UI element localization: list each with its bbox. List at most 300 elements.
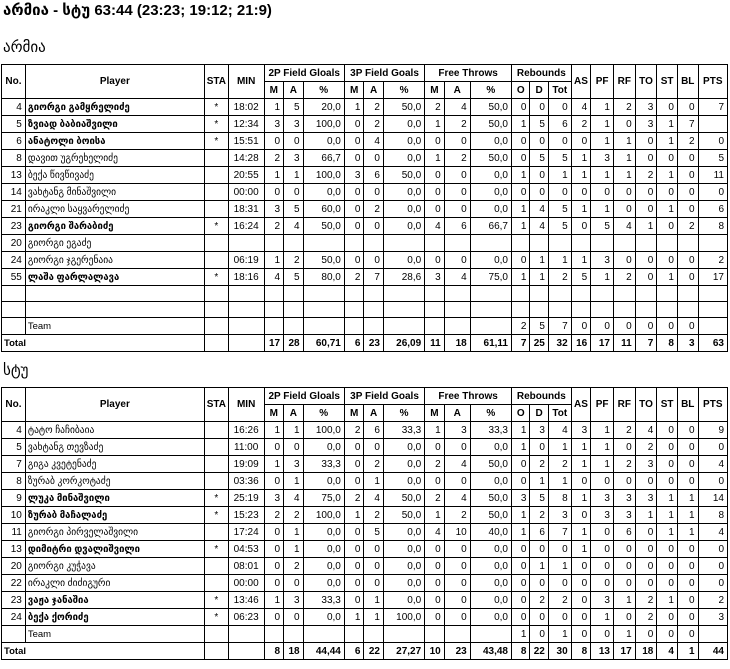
stat-cell: 1 — [364, 609, 384, 626]
stat-cell: 1 — [284, 541, 304, 558]
total-pf: 17 — [591, 335, 614, 352]
stat-cell: 1 — [657, 269, 678, 286]
stat-cell — [204, 473, 228, 490]
stat-cell: 1 — [613, 167, 635, 184]
header-st: ST — [657, 388, 678, 422]
stat-cell: 0 — [530, 184, 548, 201]
stat-cell: 0 — [677, 541, 698, 558]
stat-cell: 4 — [698, 524, 727, 541]
stat-cell: 20:55 — [228, 167, 264, 184]
stat-cell — [698, 116, 727, 133]
stat-cell: 1 — [657, 507, 678, 524]
stat-cell: 100,0 — [303, 507, 344, 524]
stat-cell: 3 — [284, 456, 304, 473]
stat-cell: 4 — [613, 218, 635, 235]
empty-cell — [228, 302, 264, 318]
stat-cell: 11:00 — [228, 439, 264, 456]
header-free-throws: Free Throws — [425, 388, 512, 405]
stat-cell: 2 — [613, 422, 635, 439]
subheader-m: M — [425, 82, 445, 99]
stat-cell: 6 — [548, 116, 571, 133]
stat-cell: 2 — [613, 269, 635, 286]
stat-cell: 1 — [530, 473, 548, 490]
stat-cell: ბექა ქორიძე — [25, 609, 204, 626]
empty-cell — [204, 335, 228, 352]
stat-cell: 0 — [264, 541, 284, 558]
empty-cell — [530, 302, 548, 318]
stat-cell: 3 — [613, 490, 635, 507]
stat-cell: 13 — [2, 167, 26, 184]
stat-cell: 18:16 — [228, 269, 264, 286]
stat-cell: 0,0 — [303, 541, 344, 558]
empty-cell — [303, 318, 344, 335]
stat-cell: 3 — [444, 422, 470, 439]
stat-cell: 0 — [344, 439, 364, 456]
stat-cell: 33,3 — [470, 422, 511, 439]
stat-cell: 0 — [635, 558, 657, 575]
header-3p-field-goals: 3P Field Goals — [344, 65, 424, 82]
total-tot: 30 — [548, 643, 571, 660]
stat-cell: 1 — [591, 439, 614, 456]
stat-cell: 11 — [2, 524, 26, 541]
stat-cell: 1 — [548, 558, 571, 575]
stat-cell: 5 — [2, 439, 26, 456]
empty-cell — [571, 302, 591, 318]
team-bl: 0 — [677, 318, 698, 335]
player-row — [2, 473, 728, 490]
stat-cell: 0 — [284, 184, 304, 201]
stat-cell: 0 — [512, 558, 530, 575]
empty-cell — [383, 626, 424, 643]
subheader-o: O — [512, 82, 530, 99]
stat-cell: 5 — [548, 218, 571, 235]
stat-cell: 0 — [530, 575, 548, 592]
total-fg3a: 22 — [364, 643, 384, 660]
boxscore-table-home — [1, 64, 728, 352]
stat-cell: 0 — [613, 439, 635, 456]
player-row — [2, 609, 728, 626]
stat-cell: 3 — [284, 592, 304, 609]
stat-cell: 0 — [425, 575, 445, 592]
stat-cell: 0 — [512, 99, 530, 116]
stat-cell: 18:02 — [228, 99, 264, 116]
stat-cell: 2 — [530, 592, 548, 609]
total-fg2m: 17 — [264, 335, 284, 352]
stat-cell: 5 — [530, 116, 548, 133]
stat-cell: 4 — [264, 269, 284, 286]
stat-cell: 75,0 — [470, 269, 511, 286]
stat-cell: ბექა წივწივაძე — [25, 167, 204, 184]
player-row — [2, 575, 728, 592]
stat-cell — [512, 235, 530, 252]
player-row — [2, 116, 728, 133]
total-pts: 63 — [698, 335, 727, 352]
stat-cell — [204, 456, 228, 473]
stat-cell: 1 — [635, 218, 657, 235]
stat-cell: 0 — [698, 473, 727, 490]
stat-cell: გიორგი კუჭავა — [25, 558, 204, 575]
stat-cell: 1 — [425, 422, 445, 439]
stat-cell: 1 — [657, 490, 678, 507]
stat-cell: 6 — [364, 167, 384, 184]
empty-cell — [470, 286, 511, 302]
total-fta: 18 — [444, 335, 470, 352]
team-rf: 0 — [613, 318, 635, 335]
stat-cell: 0 — [444, 558, 470, 575]
stat-cell: 1 — [512, 116, 530, 133]
empty-cell — [591, 302, 614, 318]
stat-cell: ირაკლი საყვარელიძე — [25, 201, 204, 218]
total-fg3p: 26,09 — [383, 335, 424, 352]
stat-cell: 0 — [364, 218, 384, 235]
stat-cell — [204, 167, 228, 184]
subheader-d: D — [530, 405, 548, 422]
team-name-away: სტუ — [3, 362, 29, 379]
subheader-pct: % — [470, 82, 511, 99]
team-to: 0 — [635, 626, 657, 643]
stat-cell: 0 — [444, 541, 470, 558]
stat-cell: 2 — [444, 116, 470, 133]
stat-cell: 3 — [264, 201, 284, 218]
stat-cell — [444, 235, 470, 252]
player-row — [2, 167, 728, 184]
subheader-pct: % — [383, 405, 424, 422]
stat-cell: 4 — [698, 456, 727, 473]
header-sta: STA — [204, 65, 228, 99]
stat-cell: 0 — [264, 473, 284, 490]
stat-cell: 1 — [548, 439, 571, 456]
stat-cell: 5 — [591, 218, 614, 235]
stat-cell: 2 — [364, 456, 384, 473]
empty-cell — [425, 302, 445, 318]
stat-cell: 50,0 — [303, 218, 344, 235]
stat-cell: 0 — [548, 575, 571, 592]
stat-cell: 21 — [2, 201, 26, 218]
stat-cell: 2 — [344, 490, 364, 507]
empty-cell — [470, 302, 511, 318]
stat-cell: 16:24 — [228, 218, 264, 235]
stat-cell: 1 — [425, 116, 445, 133]
stat-cell: 8 — [2, 473, 26, 490]
stat-cell: 100,0 — [303, 116, 344, 133]
stat-cell: 0 — [530, 167, 548, 184]
blank-row — [2, 302, 728, 318]
stat-cell: 0 — [344, 218, 364, 235]
stat-cell: 50,0 — [470, 116, 511, 133]
empty-cell — [591, 286, 614, 302]
stat-cell: 1 — [530, 269, 548, 286]
team-row — [2, 626, 728, 643]
stat-cell: 1 — [530, 252, 548, 269]
stat-cell: 0 — [591, 575, 614, 592]
stat-cell: 0 — [613, 558, 635, 575]
team-o: 2 — [512, 318, 530, 335]
player-row — [2, 218, 728, 235]
stat-cell: 1 — [284, 422, 304, 439]
stat-cell: 1 — [512, 439, 530, 456]
total-rf: 11 — [613, 335, 635, 352]
stat-cell: 1 — [344, 99, 364, 116]
stat-cell: 2 — [425, 99, 445, 116]
stat-cell: 0 — [657, 99, 678, 116]
stat-cell: 5 — [571, 269, 591, 286]
stat-cell: 3 — [698, 609, 727, 626]
stat-cell — [284, 235, 304, 252]
subheader-tot: Tot — [548, 405, 571, 422]
stat-cell: 1 — [571, 252, 591, 269]
empty-cell — [2, 286, 26, 302]
header-3p-field-goals: 3P Field Goals — [344, 388, 424, 405]
stat-cell: 1 — [571, 167, 591, 184]
stat-cell — [657, 235, 678, 252]
empty-cell — [657, 302, 678, 318]
header-min: MIN — [228, 65, 264, 99]
stat-cell: 1 — [264, 592, 284, 609]
stat-cell: 0 — [425, 133, 445, 150]
stat-cell: 0,0 — [383, 558, 424, 575]
stat-cell: 1 — [657, 592, 678, 609]
stat-cell: 4 — [364, 133, 384, 150]
empty-cell — [25, 302, 204, 318]
stat-cell: 0 — [635, 150, 657, 167]
stat-cell: 0 — [344, 541, 364, 558]
stat-cell: 1 — [512, 167, 530, 184]
player-row — [2, 201, 728, 218]
subheader-a: A — [364, 405, 384, 422]
stat-cell: 1 — [571, 524, 591, 541]
stat-cell: 4 — [364, 490, 384, 507]
empty-cell — [344, 626, 364, 643]
empty-cell — [677, 302, 698, 318]
stat-cell: 5 — [364, 524, 384, 541]
team-row-label: Team — [25, 318, 204, 335]
stat-cell: 0 — [284, 439, 304, 456]
stat-cell: 0 — [344, 558, 364, 575]
empty-cell — [2, 626, 26, 643]
empty-cell — [425, 626, 445, 643]
stat-cell: 0 — [344, 116, 364, 133]
stat-cell: 7 — [698, 99, 727, 116]
stat-cell: 6 — [444, 218, 470, 235]
stat-cell: 2 — [425, 490, 445, 507]
stat-cell: 0,0 — [383, 524, 424, 541]
stat-cell: 0 — [677, 269, 698, 286]
stat-cell: 0 — [698, 439, 727, 456]
stat-cell: 4 — [548, 422, 571, 439]
stat-cell: 0 — [284, 609, 304, 626]
stat-cell: 0 — [530, 609, 548, 626]
stat-cell: 0 — [548, 99, 571, 116]
total-o: 8 — [512, 643, 530, 660]
stat-cell — [204, 184, 228, 201]
stat-cell: 5 — [698, 150, 727, 167]
stat-cell: 55 — [2, 269, 26, 286]
stat-cell: 0 — [591, 473, 614, 490]
stat-cell — [204, 524, 228, 541]
stat-cell: 0,0 — [383, 592, 424, 609]
stat-cell: 3 — [635, 456, 657, 473]
stat-cell: 0 — [344, 575, 364, 592]
stat-cell: 0 — [677, 201, 698, 218]
team-d: 0 — [530, 626, 548, 643]
subheader-a: A — [284, 405, 304, 422]
empty-cell — [425, 318, 445, 335]
stat-cell — [571, 235, 591, 252]
subheader-pct: % — [303, 82, 344, 99]
stat-cell: 28,6 — [383, 269, 424, 286]
stat-cell: 50,0 — [470, 99, 511, 116]
stat-cell: 1 — [264, 422, 284, 439]
stat-cell: 0 — [698, 184, 727, 201]
stat-cell: 3 — [635, 490, 657, 507]
stat-cell: 0,0 — [303, 609, 344, 626]
stat-cell — [677, 235, 698, 252]
stat-cell: 0 — [677, 575, 698, 592]
stat-cell: ვახტანგ მინაშვილი — [25, 184, 204, 201]
stat-cell: 5 — [548, 150, 571, 167]
empty-cell — [383, 302, 424, 318]
stat-cell: 2 — [613, 99, 635, 116]
total-d: 22 — [530, 643, 548, 660]
stat-cell: 0 — [548, 609, 571, 626]
stat-cell: 3 — [264, 116, 284, 133]
stat-cell: 1 — [591, 201, 614, 218]
total-to: 18 — [635, 643, 657, 660]
header-no: No. — [2, 388, 26, 422]
stat-cell: 0,0 — [470, 575, 511, 592]
empty-cell — [2, 318, 26, 335]
stat-cell: ვაჟა ჯანაშია — [25, 592, 204, 609]
empty-cell — [228, 626, 264, 643]
total-label: Total — [2, 643, 205, 660]
header-bl: BL — [677, 388, 698, 422]
stat-cell: ზურაბ მაჩალაძე — [25, 507, 204, 524]
stat-cell: 2 — [364, 99, 384, 116]
stat-cell: 0 — [364, 252, 384, 269]
stat-cell: 0,0 — [383, 456, 424, 473]
stat-cell: 7 — [548, 524, 571, 541]
stat-cell: 0,0 — [470, 473, 511, 490]
stat-cell: 0 — [635, 575, 657, 592]
stat-cell: 0 — [548, 133, 571, 150]
stat-cell: 1 — [512, 218, 530, 235]
stat-cell: 1 — [264, 456, 284, 473]
stat-cell: 1 — [635, 507, 657, 524]
stat-cell: 3 — [284, 150, 304, 167]
stat-cell — [204, 150, 228, 167]
stat-cell: 0,0 — [303, 184, 344, 201]
stat-cell: 0 — [677, 252, 698, 269]
stat-cell: 6 — [613, 524, 635, 541]
team-st: 0 — [657, 318, 678, 335]
stat-cell: 03:36 — [228, 473, 264, 490]
stat-cell: * — [204, 592, 228, 609]
empty-cell — [284, 626, 304, 643]
stat-cell: 2 — [264, 150, 284, 167]
stat-cell: 2 — [698, 592, 727, 609]
team-o: 1 — [512, 626, 530, 643]
stat-cell: 0,0 — [470, 609, 511, 626]
stat-cell: 0 — [613, 473, 635, 490]
stat-cell: 0 — [657, 150, 678, 167]
empty-cell — [425, 286, 445, 302]
stat-cell: 0 — [677, 422, 698, 439]
team-st: 0 — [657, 626, 678, 643]
stat-cell: 2 — [444, 150, 470, 167]
header-rf: RF — [613, 65, 635, 99]
stat-cell: 1 — [264, 99, 284, 116]
player-row — [2, 133, 728, 150]
stat-cell: 6 — [364, 422, 384, 439]
stat-cell: 2 — [548, 456, 571, 473]
stat-cell: 4 — [2, 99, 26, 116]
stat-cell: 0 — [530, 133, 548, 150]
subheader-m: M — [264, 82, 284, 99]
stat-cell: 0 — [512, 184, 530, 201]
stat-cell: 08:01 — [228, 558, 264, 575]
empty-cell — [698, 286, 727, 302]
stat-cell: 0,0 — [383, 439, 424, 456]
stat-cell: 0 — [635, 524, 657, 541]
empty-cell — [677, 286, 698, 302]
header-2p-field-goals: 2P Field Gloals — [264, 65, 344, 82]
stat-cell: 0 — [657, 473, 678, 490]
stat-cell: 0,0 — [383, 252, 424, 269]
player-row — [2, 558, 728, 575]
stat-cell: 0 — [425, 592, 445, 609]
stat-cell: 2 — [344, 422, 364, 439]
stat-cell: 0,0 — [470, 201, 511, 218]
player-row — [2, 592, 728, 609]
header-to: TO — [635, 388, 657, 422]
total-fta: 23 — [444, 643, 470, 660]
stat-cell: 0 — [571, 218, 591, 235]
empty-cell — [470, 318, 511, 335]
total-o: 7 — [512, 335, 530, 352]
empty-cell — [284, 318, 304, 335]
stat-cell: 20 — [2, 558, 26, 575]
empty-cell — [228, 286, 264, 302]
team-tot: 1 — [548, 626, 571, 643]
stat-cell: 0 — [677, 99, 698, 116]
stat-cell: 1 — [344, 507, 364, 524]
stat-cell: 0 — [548, 184, 571, 201]
stat-cell: 0 — [657, 439, 678, 456]
stat-cell: 0,0 — [383, 473, 424, 490]
player-row — [2, 99, 728, 116]
empty-cell — [364, 318, 384, 335]
stat-cell: 100,0 — [383, 609, 424, 626]
total-fg2a: 28 — [284, 335, 304, 352]
stat-cell: 75,0 — [303, 490, 344, 507]
total-d: 25 — [530, 335, 548, 352]
stat-cell: 22 — [2, 575, 26, 592]
stat-cell: 0 — [444, 167, 470, 184]
stat-cell: 4 — [444, 269, 470, 286]
total-fg3a: 23 — [364, 335, 384, 352]
stat-cell: 0 — [425, 252, 445, 269]
stat-cell: 0 — [364, 575, 384, 592]
subheader-m: M — [425, 405, 445, 422]
empty-cell — [698, 626, 727, 643]
stat-cell: 3 — [284, 116, 304, 133]
stat-cell: 8 — [698, 218, 727, 235]
stat-cell: 1 — [571, 150, 591, 167]
header-sta: STA — [204, 388, 228, 422]
stat-cell: 4 — [530, 218, 548, 235]
stat-cell: ზვიად ბაბიაშვილი — [25, 116, 204, 133]
stat-cell: 50,0 — [470, 490, 511, 507]
